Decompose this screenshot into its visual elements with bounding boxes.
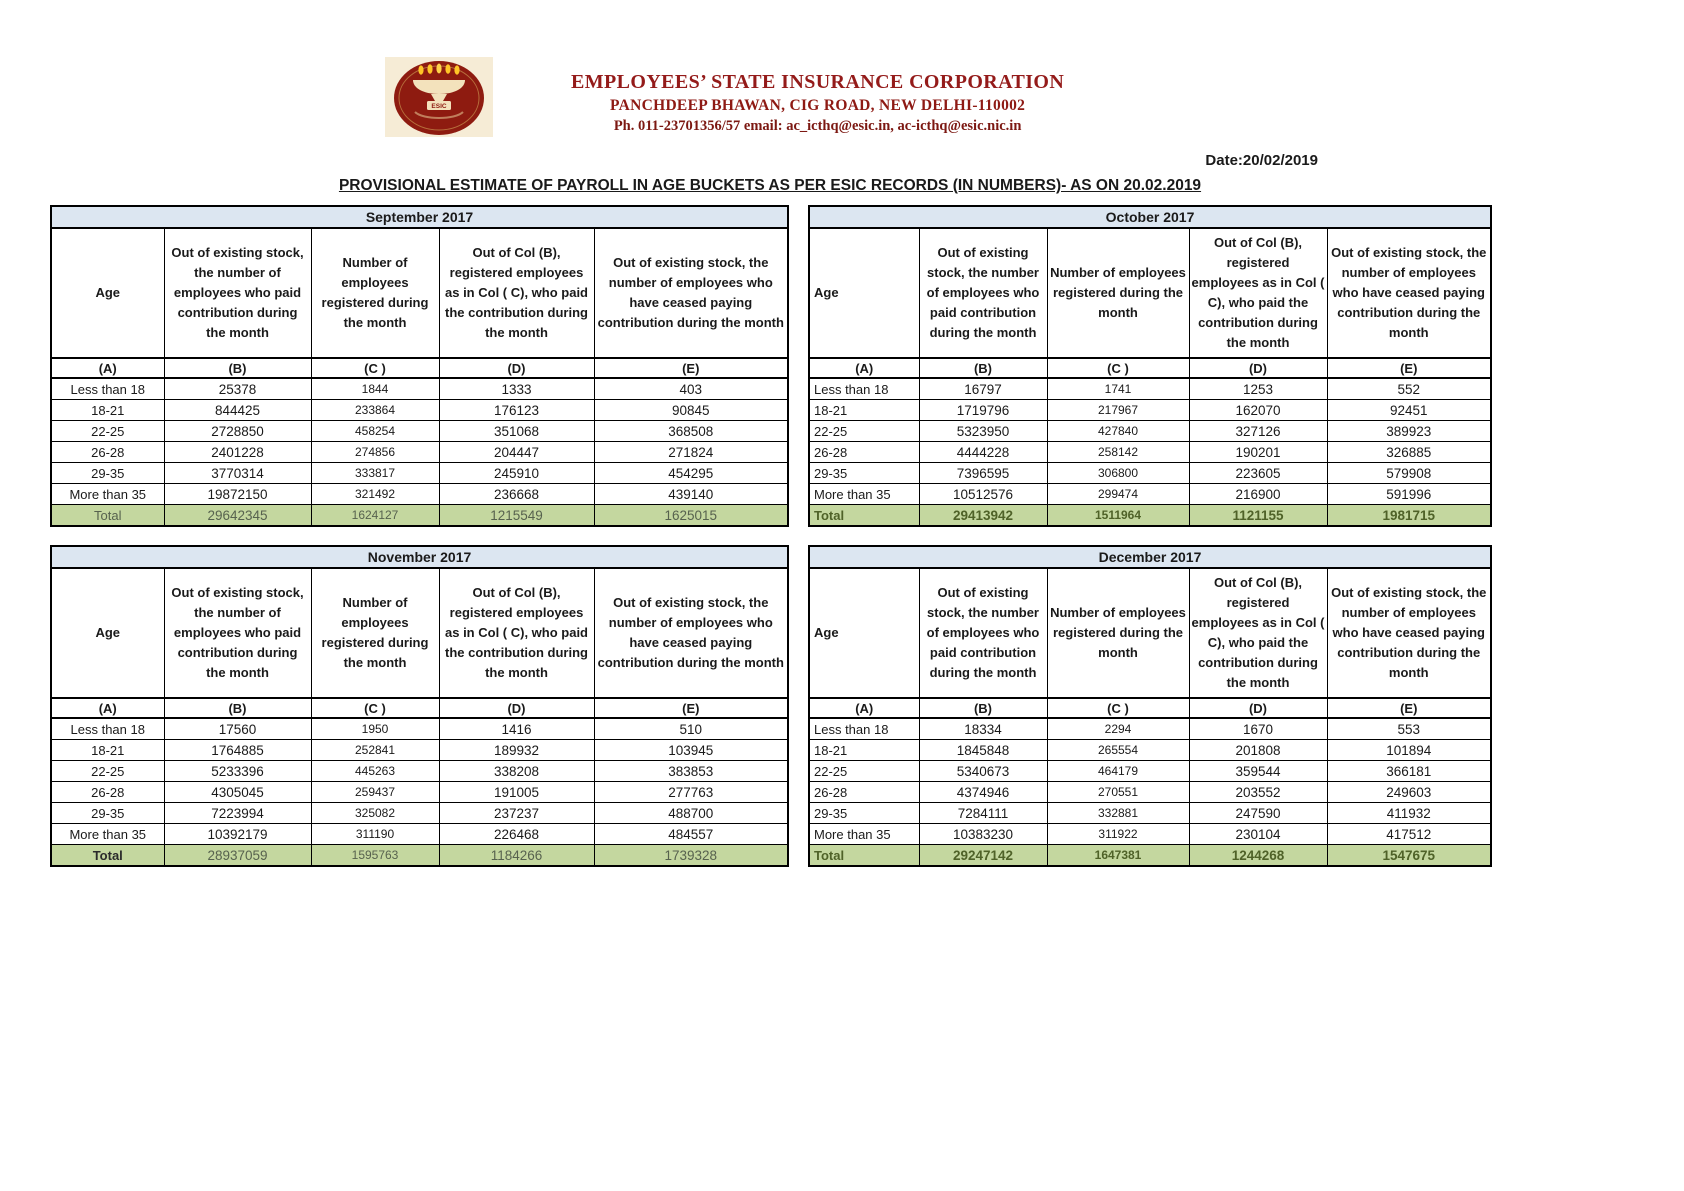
value-cell: 4305045	[164, 782, 311, 803]
value-cell: 270551	[1047, 782, 1189, 803]
value-cell: 25378	[164, 378, 311, 400]
col-letter: (A)	[51, 698, 164, 718]
age-cell: Less than 18	[809, 378, 919, 400]
value-cell: 389923	[1327, 421, 1491, 442]
value-cell: 201808	[1189, 740, 1327, 761]
age-cell: 18-21	[809, 400, 919, 421]
age-cell: 26-28	[51, 782, 164, 803]
table-row	[809, 718, 1491, 740]
col-letter: (D)	[1189, 358, 1327, 378]
value-cell: 245910	[439, 463, 594, 484]
col-header-c: Number of employees registered during the month	[1047, 568, 1189, 698]
value-cell: 1333	[439, 378, 594, 400]
value-cell: 2294	[1047, 718, 1189, 740]
value-cell: 299474	[1047, 484, 1189, 505]
column-header-row	[809, 228, 1491, 358]
age-cell: Less than 18	[51, 718, 164, 740]
value-cell: 1950	[311, 718, 439, 740]
value-cell: 454295	[594, 463, 788, 484]
table-row	[809, 463, 1491, 484]
col-letter: (D)	[1189, 698, 1327, 718]
table-row	[51, 400, 788, 421]
age-cell: More than 35	[809, 824, 919, 845]
value-cell: 7223994	[164, 803, 311, 824]
value-cell: 249603	[1327, 782, 1491, 803]
col-header-age: Age	[809, 568, 919, 698]
esic-logo	[385, 57, 493, 137]
value-cell: 101894	[1327, 740, 1491, 761]
value-cell: 325082	[311, 803, 439, 824]
col-header-age: Age	[51, 568, 164, 698]
col-letter: (C )	[1047, 698, 1189, 718]
col-letter: (E)	[594, 698, 788, 718]
value-cell: 439140	[594, 484, 788, 505]
col-header-c: Number of employees registered during the month	[1047, 228, 1189, 358]
value-cell: 274856	[311, 442, 439, 463]
value-cell: 1647381	[1047, 845, 1189, 867]
month-title: November 2017	[51, 546, 788, 568]
value-cell: 29413942	[919, 505, 1047, 527]
value-cell: 204447	[439, 442, 594, 463]
col-letter: (E)	[1327, 358, 1491, 378]
value-cell: 1184266	[439, 845, 594, 867]
month-header-row	[809, 206, 1491, 228]
value-cell: 191005	[439, 782, 594, 803]
age-cell: 18-21	[51, 740, 164, 761]
col-header-c: Number of employees registered during the month	[311, 568, 439, 698]
value-cell: 190201	[1189, 442, 1327, 463]
col-letter: (A)	[51, 358, 164, 378]
table-row	[809, 761, 1491, 782]
value-cell: 4444228	[919, 442, 1047, 463]
value-cell: 217967	[1047, 400, 1189, 421]
value-cell: 1764885	[164, 740, 311, 761]
value-cell: 2401228	[164, 442, 311, 463]
esic-seal-icon	[385, 57, 493, 137]
total-label-cell: Total	[51, 845, 164, 867]
date-label: Date:20/02/2019	[1205, 152, 1318, 169]
document-title: PROVISIONAL ESTIMATE OF PAYROLL IN AGE BUCKETS AS PER ESIC RECORDS (IN NUMBERS)- AS ON 20.02.2019	[338, 177, 1202, 194]
value-cell: 176123	[439, 400, 594, 421]
total-label-cell: Total	[809, 845, 919, 867]
column-letter-row	[809, 698, 1491, 718]
total-label-cell: Total	[809, 505, 919, 527]
value-cell: 411932	[1327, 803, 1491, 824]
col-letter: (B)	[919, 358, 1047, 378]
value-cell: 259437	[311, 782, 439, 803]
value-cell: 230104	[1189, 824, 1327, 845]
value-cell: 403	[594, 378, 788, 400]
col-letter: (E)	[1327, 698, 1491, 718]
table-row	[51, 484, 788, 505]
value-cell: 271824	[594, 442, 788, 463]
col-header-b: Out of existing stock, the number of employees who paid contribution during the month	[919, 568, 1047, 698]
value-cell: 333817	[311, 463, 439, 484]
col-header-e: Out of existing stock, the number of employees who have ceased paying contribution during the month	[594, 228, 788, 358]
value-cell: 3770314	[164, 463, 311, 484]
age-cell: 29-35	[809, 803, 919, 824]
value-cell: 327126	[1189, 421, 1327, 442]
month-header-row	[51, 206, 788, 228]
age-cell: More than 35	[51, 824, 164, 845]
value-cell: 338208	[439, 761, 594, 782]
value-cell: 1547675	[1327, 845, 1491, 867]
value-cell: 579908	[1327, 463, 1491, 484]
table-row	[51, 421, 788, 442]
value-cell: 1844	[311, 378, 439, 400]
value-cell: 321492	[311, 484, 439, 505]
value-cell: 383853	[594, 761, 788, 782]
col-header-d: Out of Col (B), registered employees as in Col ( C), who paid the contribution during the month	[1189, 568, 1327, 698]
value-cell: 1215549	[439, 505, 594, 527]
table-row	[809, 484, 1491, 505]
org-contact: Ph. 011-23701356/57 email: ac_icthq@esic.in, ac-icthq@esic.nic.in	[613, 118, 1022, 134]
value-cell: 1670	[1189, 718, 1327, 740]
org-address: PANCHDEEP BHAWAN, CIG ROAD, NEW DELHI-110002	[609, 97, 1026, 114]
table-row	[809, 782, 1491, 803]
age-cell: 22-25	[51, 761, 164, 782]
tables-grid	[50, 205, 1490, 867]
col-header-b: Out of existing stock, the number of employees who paid contribution during the month	[164, 568, 311, 698]
value-cell: 10512576	[919, 484, 1047, 505]
org-block	[571, 71, 1064, 135]
value-cell: 1741	[1047, 378, 1189, 400]
value-cell: 1244268	[1189, 845, 1327, 867]
col-header-b: Out of existing stock, the number of employees who paid contribution during the month	[164, 228, 311, 358]
value-cell: 510	[594, 718, 788, 740]
month-header-row	[809, 546, 1491, 568]
col-header-d: Out of Col (B), registered employees as in Col ( C), who paid the contribution during the month	[1189, 228, 1327, 358]
value-cell: 1719796	[919, 400, 1047, 421]
column-letter-row	[809, 358, 1491, 378]
value-cell: 28937059	[164, 845, 311, 867]
value-cell: 10383230	[919, 824, 1047, 845]
value-cell: 7284111	[919, 803, 1047, 824]
age-cell: 22-25	[809, 421, 919, 442]
value-cell: 311190	[311, 824, 439, 845]
value-cell: 1625015	[594, 505, 788, 527]
col-header-e: Out of existing stock, the number of employees who have ceased paying contribution during the month	[1327, 228, 1491, 358]
column-letter-row	[51, 358, 788, 378]
value-cell: 552	[1327, 378, 1491, 400]
value-cell: 311922	[1047, 824, 1189, 845]
age-cell: 26-28	[51, 442, 164, 463]
column-letter-row	[51, 698, 788, 718]
col-letter: (B)	[919, 698, 1047, 718]
table-row	[809, 803, 1491, 824]
total-row	[51, 505, 788, 527]
col-header-age: Age	[51, 228, 164, 358]
value-cell: 591996	[1327, 484, 1491, 505]
age-cell: 26-28	[809, 442, 919, 463]
value-cell: 427840	[1047, 421, 1189, 442]
age-cell: 29-35	[809, 463, 919, 484]
table-row	[809, 442, 1491, 463]
col-header-age: Age	[809, 228, 919, 358]
table-row	[51, 824, 788, 845]
letterhead	[385, 57, 1064, 137]
col-letter: (A)	[809, 698, 919, 718]
month-title: September 2017	[51, 206, 788, 228]
value-cell: 258142	[1047, 442, 1189, 463]
value-cell: 4374946	[919, 782, 1047, 803]
logo-text: ESIC	[431, 103, 447, 111]
age-cell: Less than 18	[809, 718, 919, 740]
value-cell: 226468	[439, 824, 594, 845]
value-cell: 16797	[919, 378, 1047, 400]
table-row	[51, 782, 788, 803]
age-cell: 29-35	[51, 463, 164, 484]
total-row	[51, 845, 788, 867]
col-header-b: Out of existing stock, the number of employees who paid contribution during the month	[919, 228, 1047, 358]
total-row	[809, 505, 1491, 527]
table-row	[51, 378, 788, 400]
table-row	[809, 421, 1491, 442]
col-letter: (E)	[594, 358, 788, 378]
value-cell: 351068	[439, 421, 594, 442]
month-title: December 2017	[809, 546, 1491, 568]
value-cell: 306800	[1047, 463, 1189, 484]
table-row	[51, 463, 788, 484]
value-cell: 277763	[594, 782, 788, 803]
value-cell: 233864	[311, 400, 439, 421]
value-cell: 332881	[1047, 803, 1189, 824]
table-row	[809, 740, 1491, 761]
value-cell: 359544	[1189, 761, 1327, 782]
table-row	[51, 718, 788, 740]
table-row	[809, 378, 1491, 400]
age-cell: 22-25	[809, 761, 919, 782]
total-label-cell: Total	[51, 505, 164, 527]
value-cell: 162070	[1189, 400, 1327, 421]
value-cell: 1511964	[1047, 505, 1189, 527]
value-cell: 103945	[594, 740, 788, 761]
value-cell: 366181	[1327, 761, 1491, 782]
table-row	[809, 824, 1491, 845]
value-cell: 5340673	[919, 761, 1047, 782]
org-name: EMPLOYEES’ STATE INSURANCE CORPORATION	[571, 71, 1065, 93]
value-cell: 223605	[1189, 463, 1327, 484]
value-cell: 1416	[439, 718, 594, 740]
value-cell: 464179	[1047, 761, 1189, 782]
value-cell: 203552	[1189, 782, 1327, 803]
col-letter: (D)	[439, 358, 594, 378]
value-cell: 236668	[439, 484, 594, 505]
value-cell: 265554	[1047, 740, 1189, 761]
col-letter: (D)	[439, 698, 594, 718]
december-table	[808, 545, 1492, 867]
value-cell: 484557	[594, 824, 788, 845]
col-header-c: Number of employees registered during the month	[311, 228, 439, 358]
october-table	[808, 205, 1492, 527]
value-cell: 1739328	[594, 845, 788, 867]
age-cell: More than 35	[51, 484, 164, 505]
value-cell: 844425	[164, 400, 311, 421]
col-header-d: Out of Col (B), registered employees as in Col ( C), who paid the contribution during the month	[439, 568, 594, 698]
value-cell: 252841	[311, 740, 439, 761]
value-cell: 18334	[919, 718, 1047, 740]
age-cell: 29-35	[51, 803, 164, 824]
table-row	[51, 442, 788, 463]
column-header-row	[809, 568, 1491, 698]
col-letter: (C )	[311, 698, 439, 718]
col-letter: (B)	[164, 358, 311, 378]
col-header-d: Out of Col (B), registered employees as in Col ( C), who paid the contribution during the month	[439, 228, 594, 358]
value-cell: 1121155	[1189, 505, 1327, 527]
value-cell: 1253	[1189, 378, 1327, 400]
value-cell: 29642345	[164, 505, 311, 527]
value-cell: 1845848	[919, 740, 1047, 761]
value-cell: 189932	[439, 740, 594, 761]
column-header-row	[51, 228, 788, 358]
age-cell: 18-21	[51, 400, 164, 421]
table-row	[51, 740, 788, 761]
col-header-e: Out of existing stock, the number of employees who have ceased paying contribution during the month	[594, 568, 788, 698]
value-cell: 2728850	[164, 421, 311, 442]
value-cell: 19872150	[164, 484, 311, 505]
november-table	[50, 545, 789, 867]
table-row	[51, 761, 788, 782]
age-cell: 18-21	[809, 740, 919, 761]
value-cell: 237237	[439, 803, 594, 824]
age-cell: 26-28	[809, 782, 919, 803]
value-cell: 445263	[311, 761, 439, 782]
col-letter: (C )	[1047, 358, 1189, 378]
col-letter: (A)	[809, 358, 919, 378]
column-header-row	[51, 568, 788, 698]
age-cell: 22-25	[51, 421, 164, 442]
age-cell: Less than 18	[51, 378, 164, 400]
age-cell: More than 35	[809, 484, 919, 505]
value-cell: 488700	[594, 803, 788, 824]
value-cell: 216900	[1189, 484, 1327, 505]
value-cell: 368508	[594, 421, 788, 442]
value-cell: 1595763	[311, 845, 439, 867]
value-cell: 90845	[594, 400, 788, 421]
value-cell: 247590	[1189, 803, 1327, 824]
col-header-e: Out of existing stock, the number of employees who have ceased paying contribution during the month	[1327, 568, 1491, 698]
table-row	[809, 400, 1491, 421]
value-cell: 5323950	[919, 421, 1047, 442]
total-row	[809, 845, 1491, 867]
september-table	[50, 205, 789, 527]
value-cell: 417512	[1327, 824, 1491, 845]
month-title: October 2017	[809, 206, 1491, 228]
value-cell: 29247142	[919, 845, 1047, 867]
col-letter: (B)	[164, 698, 311, 718]
month-header-row	[51, 546, 788, 568]
table-row	[51, 803, 788, 824]
value-cell: 553	[1327, 718, 1491, 740]
value-cell: 458254	[311, 421, 439, 442]
value-cell: 326885	[1327, 442, 1491, 463]
value-cell: 17560	[164, 718, 311, 740]
value-cell: 7396595	[919, 463, 1047, 484]
value-cell: 10392179	[164, 824, 311, 845]
value-cell: 92451	[1327, 400, 1491, 421]
value-cell: 1624127	[311, 505, 439, 527]
value-cell: 5233396	[164, 761, 311, 782]
value-cell: 1981715	[1327, 505, 1491, 527]
col-letter: (C )	[311, 358, 439, 378]
